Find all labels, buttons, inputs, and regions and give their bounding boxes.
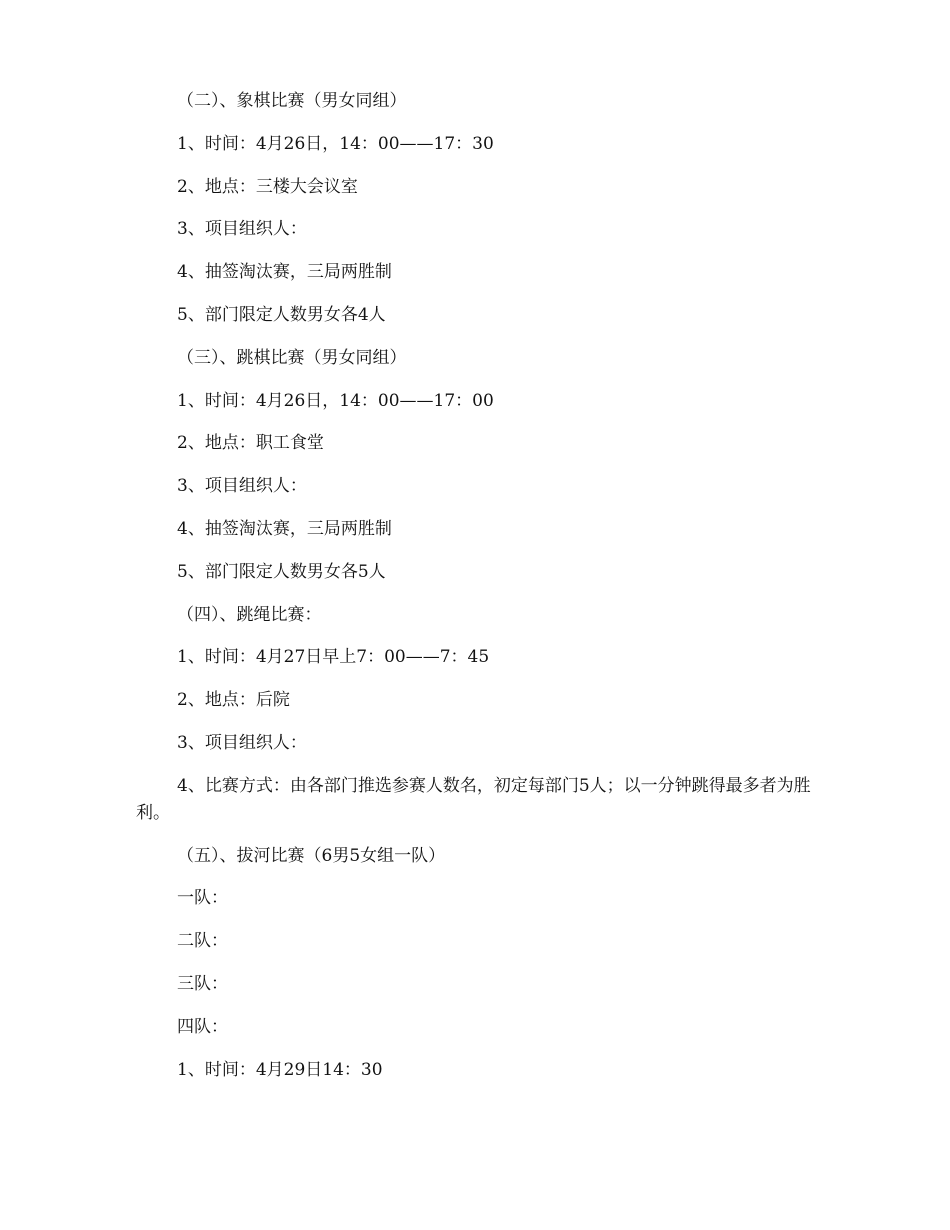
chess-organizer: 3、项目组织人： <box>177 219 307 240</box>
team-three: 三队： <box>177 973 228 994</box>
document-body <box>136 88 816 1099</box>
checkers-quota: 5、部门限定人数男女各5人 <box>177 561 386 582</box>
jump-rope-location: 2、地点：后院 <box>177 690 290 711</box>
chess-location: 2、地点：三楼大会议室 <box>177 176 358 197</box>
chess-format: 4、抽签淘汰赛，三局两胜制 <box>177 262 392 283</box>
section-heading-tug-of-war: （五）、拔河比赛（6男5女组一队） <box>177 845 446 866</box>
checkers-time: 1、时间：4月26日，14：00——17：00 <box>177 390 494 411</box>
team-one: 一队： <box>177 888 228 909</box>
jump-rope-format: 4、比赛方式：由各部门推选参赛人数名，初定每部门5人；以一分钟跳得最多者为胜利。 <box>136 775 811 823</box>
team-two: 二队： <box>177 931 228 952</box>
checkers-location: 2、地点：职工食堂 <box>177 433 324 454</box>
chess-time: 1、时间：4月26日，14：00——17：30 <box>177 133 494 154</box>
jump-rope-time: 1、时间：4月27日早上7：00——7：45 <box>177 647 490 668</box>
section-heading-chess: （二）、象棋比赛（男女同组） <box>177 91 407 111</box>
checkers-format: 4、抽签淘汰赛，三局两胜制 <box>177 518 392 539</box>
tug-of-war-time: 1、时间：4月29日14：30 <box>177 1059 383 1080</box>
section-heading-checkers: （三）、跳棋比赛（男女同组） <box>177 347 407 368</box>
team-four: 四队： <box>177 1016 228 1037</box>
chess-quota: 5、部门限定人数男女各4人 <box>177 304 386 325</box>
checkers-organizer: 3、项目组织人： <box>177 476 307 497</box>
jump-rope-organizer: 3、项目组织人： <box>177 732 307 753</box>
section-heading-jump-rope: （四）、跳绳比赛： <box>177 604 322 625</box>
